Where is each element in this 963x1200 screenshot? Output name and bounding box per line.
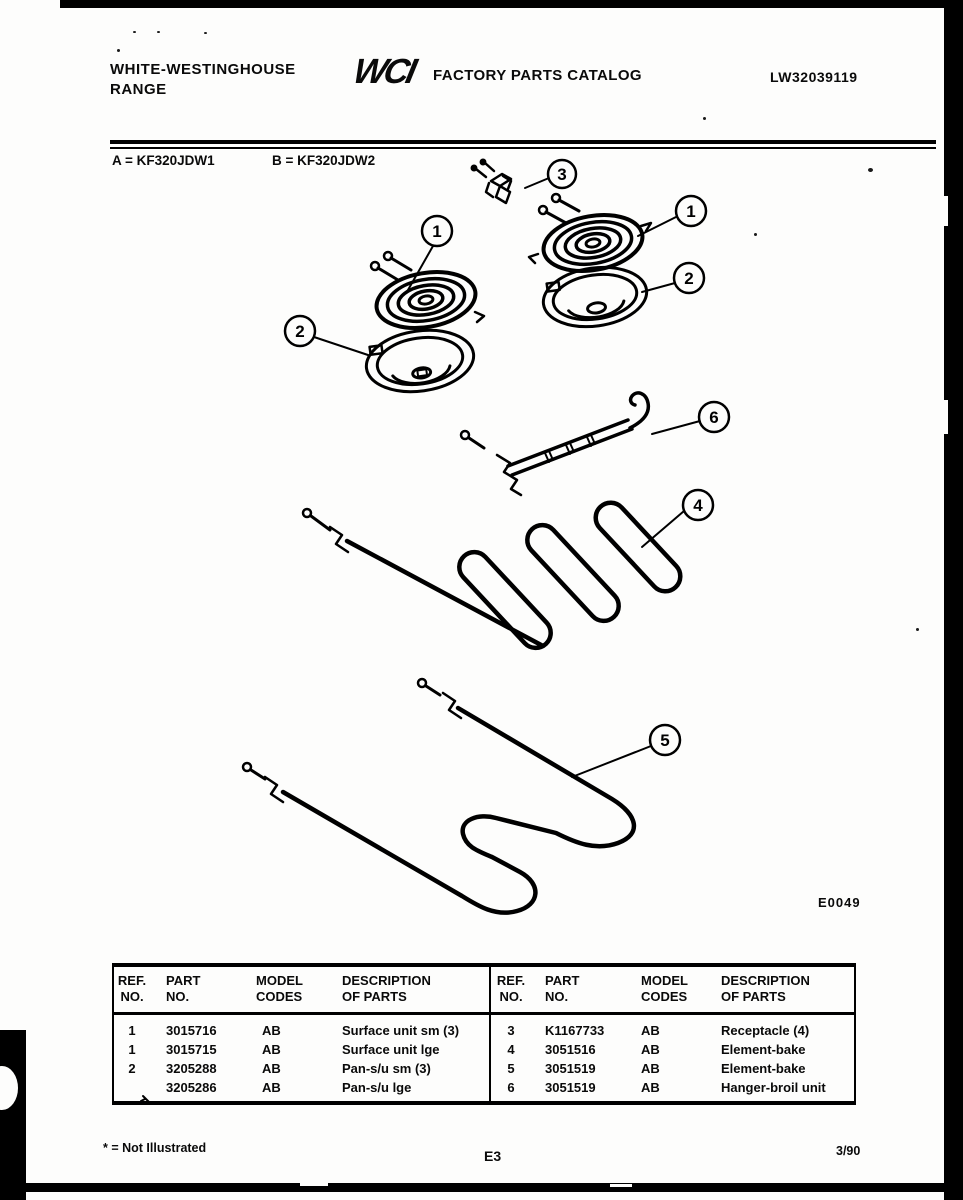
table-row	[491, 1021, 854, 1040]
col-header-desc: DESCRIPTION OF PARTS	[721, 973, 810, 1004]
col-header-ref: REF. NO.	[496, 973, 526, 1004]
hanger-broil-unit	[461, 393, 648, 495]
col-header-model: MODEL CODES	[256, 973, 303, 1004]
wci-logo: WCI	[349, 52, 418, 91]
scan-slit	[300, 1183, 328, 1186]
scan-speckle	[754, 233, 757, 236]
callout-surface-unit-left	[422, 216, 452, 246]
callout-number: 1	[686, 202, 696, 221]
part-cell: 3015716	[166, 1023, 217, 1038]
scan-bar-right	[944, 0, 963, 1200]
pan-left	[362, 324, 477, 398]
desc-cell: Pan-s/u sm (3)	[342, 1061, 431, 1076]
part-cell: 3051516	[545, 1042, 596, 1057]
table-header-underline	[112, 1012, 856, 1015]
part-cell: 3205288	[166, 1061, 217, 1076]
model-cell: AB	[641, 1042, 660, 1057]
col-header-part: PART NO.	[545, 973, 580, 1004]
ref-cell: 1	[128, 1042, 136, 1057]
scan-bar-top	[60, 0, 963, 8]
callout-number: 1	[432, 222, 442, 241]
callout-hanger-broil-unit	[699, 402, 729, 432]
ref-cell: 2	[128, 1061, 136, 1076]
callout-receptacle	[548, 160, 576, 188]
callout-number: 3	[557, 165, 567, 184]
table-border-bottom	[112, 1101, 856, 1105]
part-cell: 3051519	[545, 1061, 596, 1076]
bake-element	[303, 497, 686, 655]
figure-code: E0049	[818, 895, 861, 910]
scan-speckle	[868, 168, 873, 172]
surface-unit-left	[371, 252, 484, 335]
ref-cell: 1	[128, 1023, 136, 1038]
model-cell: AB	[641, 1080, 660, 1095]
date-code: 3/90	[836, 1144, 861, 1158]
not-illustrated-note: * = Not Illustrated	[103, 1141, 207, 1155]
desc-cell: Receptacle (4)	[721, 1023, 810, 1038]
scan-slit	[944, 196, 948, 226]
model-cell: AB	[641, 1061, 660, 1076]
table-row	[491, 1040, 854, 1059]
ref-cell: 4	[507, 1042, 515, 1057]
page-code: E3	[484, 1148, 502, 1164]
part-cell: K1167733	[545, 1023, 605, 1038]
col-header-ref: REF. NO.	[117, 973, 147, 1004]
ref-cell: 6	[507, 1080, 515, 1095]
receptacle	[472, 160, 511, 203]
scan-slit	[944, 400, 948, 434]
table-row	[491, 1059, 854, 1078]
scan-speckle	[703, 117, 706, 120]
brand-line2: RANGE	[110, 81, 167, 98]
broil-element	[243, 679, 634, 913]
model-cell: AB	[262, 1061, 281, 1076]
callout-element-broil	[650, 725, 680, 755]
callout-pan-right	[674, 263, 704, 293]
model-code-b: B = KF320JDW2	[272, 153, 376, 168]
model-cell: AB	[262, 1023, 281, 1038]
ref-cell: 5	[507, 1061, 515, 1076]
table-row	[112, 1059, 488, 1078]
part-cell: 3051519	[545, 1080, 596, 1095]
scan-speckle	[117, 49, 120, 52]
table-header-row	[491, 973, 854, 1005]
brand-line1: WHITE-WESTINGHOUSE	[110, 61, 296, 78]
model-cell: AB	[641, 1023, 660, 1038]
callout-number: 4	[693, 496, 703, 515]
ref-cell: 3	[507, 1023, 515, 1038]
scan-speckle	[157, 31, 160, 33]
col-header-model: MODEL CODES	[641, 973, 688, 1004]
table-border-right	[854, 963, 856, 1105]
desc-cell: Hanger-broil unit	[721, 1080, 826, 1095]
model-cell: AB	[262, 1080, 281, 1095]
desc-cell: Pan-s/u lge	[342, 1080, 412, 1095]
part-cell: 3205286	[166, 1080, 217, 1095]
part-cell: 3015715	[166, 1042, 217, 1057]
col-header-part: PART NO.	[166, 973, 201, 1004]
desc-cell: Surface unit lge	[342, 1042, 440, 1057]
doc-number: LW32039119	[770, 69, 858, 85]
scan-bar-left	[0, 1030, 26, 1200]
callout-surface-unit-right	[676, 196, 706, 226]
col-header-desc: DESCRIPTION OF PARTS	[342, 973, 431, 1004]
callout-number: 2	[295, 322, 305, 341]
model-cell: AB	[262, 1042, 281, 1057]
model-code-a: A = KF320JDW1	[112, 153, 215, 168]
scan-speckle	[204, 32, 207, 34]
catalog-title: FACTORY PARTS CATALOG	[433, 67, 642, 84]
callout-pan-left	[285, 316, 315, 346]
surface-unit-right	[529, 194, 651, 278]
table-rows	[491, 1021, 854, 1097]
ref-cell	[112, 1078, 152, 1097]
callout-number: 6	[709, 408, 719, 427]
callout-number: 2	[684, 269, 694, 288]
table-row	[112, 1021, 488, 1040]
parts-table	[112, 963, 856, 1105]
scan-slit	[610, 1184, 632, 1187]
table-row	[112, 1078, 488, 1097]
table-row	[491, 1078, 854, 1097]
table-header-row	[112, 973, 488, 1005]
desc-cell: Surface unit sm (3)	[342, 1023, 460, 1038]
desc-cell: Element-bake	[721, 1042, 806, 1057]
desc-cell: Element-bake	[721, 1061, 806, 1076]
table-rows	[112, 1021, 488, 1097]
scan-bar-bottom	[0, 1183, 963, 1192]
table-border-top	[112, 963, 856, 967]
callout-element-bake	[683, 490, 713, 520]
table-row	[112, 1040, 488, 1059]
callout-number: 5	[660, 731, 670, 750]
scan-speckle	[916, 628, 919, 631]
scan-speckle	[133, 31, 136, 33]
